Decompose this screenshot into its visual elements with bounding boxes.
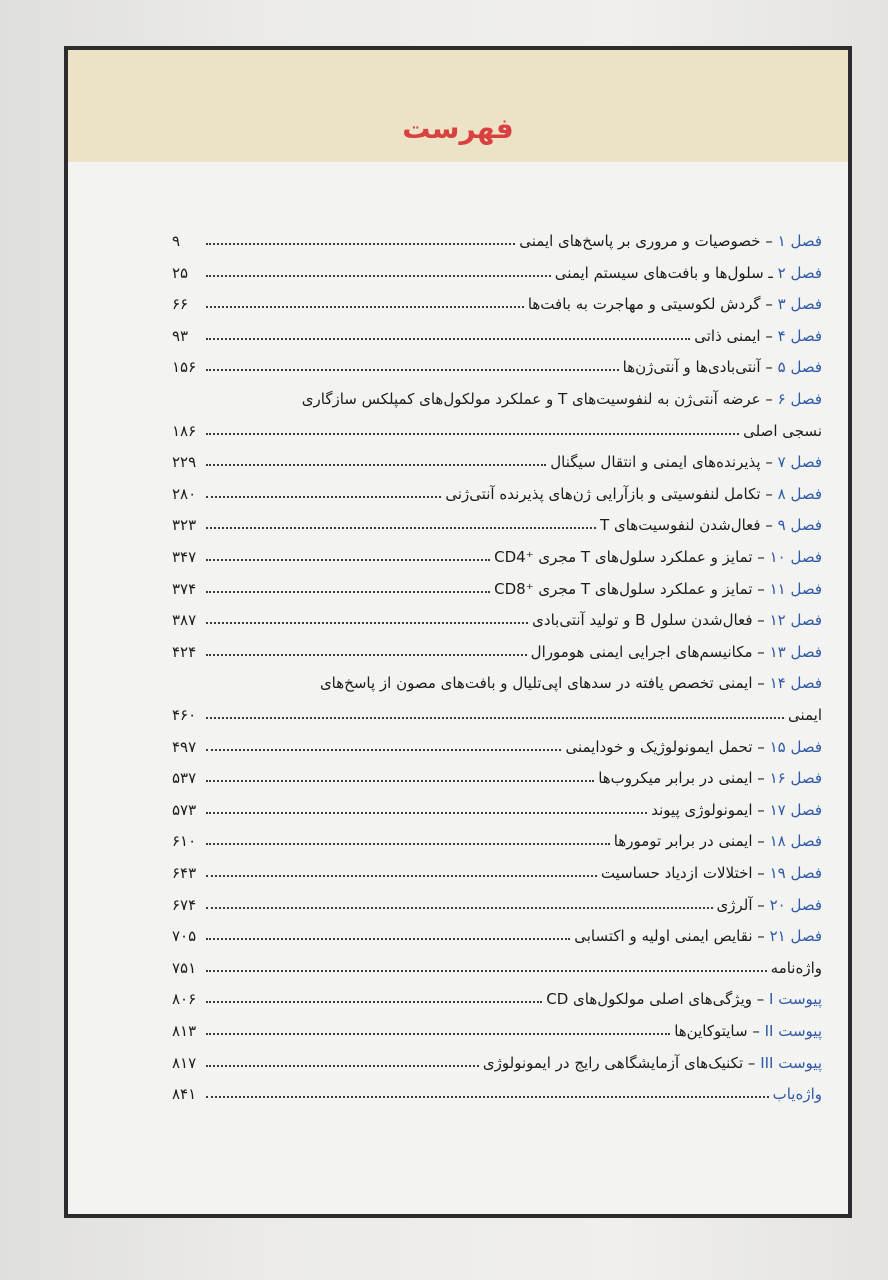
dot-leader — [206, 590, 490, 593]
chapter-title: – تمایز و عملکرد سلول‌های T مجری ⁺CD4 — [494, 548, 765, 566]
chapter-number: فصل ۱۸ — [769, 832, 822, 851]
toc-entry[interactable] — [172, 315, 822, 345]
page-number: ۴۹۷ — [172, 737, 197, 756]
dot-leader — [206, 274, 551, 277]
chapter-number: فصل ۱۵ — [769, 737, 822, 756]
toc-entry-label — [565, 738, 822, 756]
page-number: ۷۵۱ — [172, 958, 197, 977]
chapter-number: فصل ۱۷ — [769, 800, 822, 819]
toc-entry-label — [574, 927, 822, 945]
toc-entry-label — [519, 232, 822, 250]
chapter-number: فصل ۲ — [777, 263, 822, 282]
toc-entry-label — [600, 516, 822, 534]
toc-entry-label — [623, 358, 822, 376]
dot-leader — [206, 368, 619, 371]
toc-entry-label — [771, 959, 822, 977]
chapter-number: فصل ۴ — [777, 326, 822, 345]
dot-leader — [206, 906, 713, 909]
page-number: ۹۳ — [172, 326, 189, 345]
chapter-title: – عرضه آنتی‌ژن به لنفوسیت‌های T و عملکرد مولکول‌های کمپلکس سازگاری — [301, 390, 773, 408]
chapter-title: – فعال‌شدن لنفوسیت‌های T — [600, 516, 773, 535]
toc-entry[interactable] — [172, 631, 822, 661]
toc-entry[interactable] — [172, 252, 822, 282]
toc-entry[interactable] — [172, 789, 822, 819]
chapter-title: – ایمنی در برابر میکروب‌ها — [598, 769, 765, 788]
toc-entry[interactable] — [172, 473, 822, 503]
dot-leader — [206, 305, 524, 308]
dot-leader — [206, 432, 739, 435]
toc-entry[interactable] — [172, 536, 822, 566]
dot-leader — [206, 621, 528, 624]
chapter-title: – ایمنی ذاتی — [694, 326, 773, 345]
page-number: ۲۵ — [172, 263, 189, 282]
chapter-title: – ویژگی‌های اصلی مولکول‌های CD — [546, 990, 765, 1009]
dot-leader — [206, 242, 515, 245]
chapter-number: فصل ۲۱ — [769, 927, 822, 946]
page-number: ۸۱۷ — [172, 1053, 197, 1072]
dot-leader — [206, 874, 597, 877]
toc-entry[interactable] — [172, 820, 822, 850]
dot-leader — [206, 495, 441, 498]
chapter-number: پیوست I — [769, 990, 822, 1009]
toc-entry[interactable] — [172, 599, 822, 629]
toc-entry-label — [773, 1085, 822, 1103]
toc-entry-label — [694, 327, 822, 345]
toc-entry-continuation[interactable] — [172, 410, 822, 440]
page-number: ۶۶ — [172, 295, 189, 314]
chapter-number: فصل ۷ — [777, 453, 822, 472]
toc-entry-label — [302, 390, 822, 408]
toc-entry[interactable] — [172, 504, 822, 534]
dot-leader — [206, 748, 561, 751]
chapter-number: فصل ۱ — [777, 232, 822, 250]
toc-entry[interactable] — [172, 283, 822, 313]
chapter-title: – اختلالات ازدیاد حساسیت — [600, 864, 765, 882]
chapter-title: – ایمنی در برابر تومورها — [613, 832, 765, 851]
chapter-number: فصل ۱۱ — [769, 579, 822, 598]
toc-entry[interactable] — [172, 346, 822, 376]
page-number: ۲۸۰ — [172, 484, 197, 503]
page-number: ۶۱۰ — [172, 832, 197, 851]
chapter-title: – پذیرنده‌های ایمنی و انتقال سیگنال — [550, 453, 773, 472]
dot-leader — [206, 463, 546, 466]
dot-leader — [206, 1064, 479, 1067]
toc-entry-label — [531, 643, 822, 661]
header-band — [68, 50, 848, 162]
toc-entry-label — [550, 453, 822, 471]
chapter-title: – تحمل ایمونولوژیک و خودایمنی — [565, 737, 765, 756]
toc-entry[interactable] — [172, 978, 822, 1008]
dot-leader — [206, 969, 767, 972]
chapter-title: – گردش لکوسیتی و مهاجرت به بافت‌ها — [527, 295, 773, 314]
toc-entry-continuation[interactable] — [172, 694, 822, 724]
toc-entry-label — [598, 769, 822, 787]
chapter-number: فصل ۳ — [777, 295, 822, 314]
toc-entry[interactable] — [172, 1042, 822, 1072]
toc-entry[interactable] — [172, 378, 822, 408]
toc-entry-label — [546, 990, 822, 1008]
dot-leader — [206, 653, 527, 656]
dot-leader — [206, 1000, 542, 1003]
toc-entry[interactable] — [172, 568, 822, 598]
chapter-title: – مکانیسم‌های اجرایی ایمنی هومورال — [530, 642, 765, 661]
toc-entry[interactable] — [172, 1073, 822, 1103]
page-number: ۱۸۶ — [172, 421, 197, 440]
toc-entry[interactable] — [172, 726, 822, 756]
toc-entry-label — [494, 580, 822, 598]
chapter-number: فصل ۱۹ — [769, 864, 822, 882]
toc-entry-label — [601, 864, 822, 882]
toc-entry-label — [483, 1054, 822, 1072]
dot-leader — [206, 716, 784, 719]
page-number: ۵۳۷ — [172, 769, 197, 788]
dot-leader — [206, 337, 690, 340]
chapter-title: – سایتوکاین‌ها — [674, 1022, 760, 1040]
page-number: ۸۴۱ — [172, 1085, 197, 1104]
toc-entry[interactable] — [172, 757, 822, 787]
chapter-title-continued: ایمنی — [787, 706, 822, 724]
toc-entry-label — [717, 896, 823, 914]
page-number: ۴۶۰ — [172, 706, 197, 724]
chapter-number: فصل ۱۴ — [769, 674, 822, 693]
chapter-number: فصل ۱۲ — [769, 611, 822, 630]
chapter-title: ـ سلول‌ها و بافت‌های سیستم ایمنی — [554, 263, 773, 282]
page-number: ۴۲۴ — [172, 642, 197, 661]
chapter-title: – فعال‌شدن سلول B و تولید آنتی‌بادی — [532, 611, 765, 630]
toc-entry[interactable] — [172, 915, 822, 945]
toc-entry-label — [445, 485, 822, 503]
dot-leader — [206, 1032, 670, 1035]
page-number: ۸۱۳ — [172, 1022, 197, 1040]
page-title: فهرست — [402, 112, 514, 145]
page-number: ۳۷۴ — [172, 579, 197, 598]
chapter-title: – آلرژی — [716, 895, 765, 914]
toc-entry-label — [651, 801, 822, 819]
toc-entry-label — [494, 548, 822, 566]
chapter-number: پیوست III — [760, 1053, 822, 1072]
chapter-number: فصل ۲۰ — [769, 895, 822, 914]
toc-entry[interactable] — [172, 1010, 822, 1040]
toc-entry[interactable] — [172, 220, 822, 250]
chapter-number: فصل ۱۶ — [769, 769, 822, 788]
chapter-title: – تکامل لنفوسیتی و بازآرایی ژن‌های پذیرنده آنتی‌ژنی — [445, 484, 773, 503]
dot-leader — [206, 811, 647, 814]
dot-leader — [206, 937, 570, 940]
page-number: ۳۲۳ — [172, 516, 197, 535]
page-number: ۱۵۶ — [172, 358, 197, 377]
chapter-number: فصل ۵ — [777, 358, 822, 377]
dot-leader — [206, 558, 490, 561]
page-number: ۹ — [172, 232, 181, 250]
page-number: ۳۸۷ — [172, 611, 197, 630]
toc-entry-label — [674, 1022, 822, 1040]
toc-entry[interactable] — [172, 852, 822, 882]
page-number: ۶۴۳ — [172, 864, 197, 882]
page-number: ۵۷۳ — [172, 800, 197, 819]
toc-entry[interactable] — [172, 662, 822, 692]
dot-leader — [206, 526, 596, 529]
chapter-number: فصل ۶ — [777, 390, 822, 408]
chapter-title: – خصوصیات و مروری بر پاسخ‌های ایمنی — [519, 232, 773, 250]
dot-leader — [206, 779, 594, 782]
chapter-title-continued: نسجی اصلی — [743, 421, 822, 440]
chapter-number: پیوست II — [764, 1022, 822, 1040]
toc-entry[interactable] — [172, 441, 822, 471]
chapter-title: واژه‌نامه — [770, 958, 822, 977]
page-number: ۶۷۴ — [172, 895, 197, 914]
toc-frame — [64, 46, 852, 1218]
toc-entry-label — [532, 611, 822, 629]
chapter-number: فصل ۱۰ — [769, 548, 822, 566]
toc-entry-label — [320, 674, 822, 692]
chapter-title: – ایمنی تخصص یافته در سدهای اپی‌تلیال و بافت‌های مصون از پاسخ‌های — [319, 674, 765, 693]
toc-entry-label — [614, 832, 822, 850]
chapter-number: واژه‌یاب — [772, 1085, 822, 1104]
page-number: ۲۲۹ — [172, 453, 197, 472]
toc-entry[interactable] — [172, 947, 822, 977]
toc-entry[interactable] — [172, 884, 822, 914]
chapter-title: – تمایز و عملکرد سلول‌های T مجری ⁺CD8 — [494, 579, 765, 598]
page-number: ۷۰۵ — [172, 927, 197, 946]
dot-leader — [206, 1095, 769, 1098]
page-number: ۳۴۷ — [172, 548, 197, 566]
toc-entry-label — [555, 264, 822, 282]
page-number: ۸۰۶ — [172, 990, 197, 1009]
chapter-title: – آنتی‌بادی‌ها و آنتی‌ژن‌ها — [622, 358, 773, 377]
chapter-number: فصل ۹ — [777, 516, 822, 535]
dot-leader — [206, 842, 610, 845]
chapter-number: فصل ۱۳ — [769, 642, 822, 661]
chapter-title: – ایمونولوژی پیوند — [651, 800, 765, 819]
toc-entry-label — [528, 295, 822, 313]
chapter-title: – تکنیک‌های آزمایشگاهی رایج در ایمونولوژی — [482, 1053, 756, 1072]
chapter-number: فصل ۸ — [777, 484, 822, 503]
chapter-title: – نقایص ایمنی اولیه و اکتسابی — [574, 927, 765, 946]
